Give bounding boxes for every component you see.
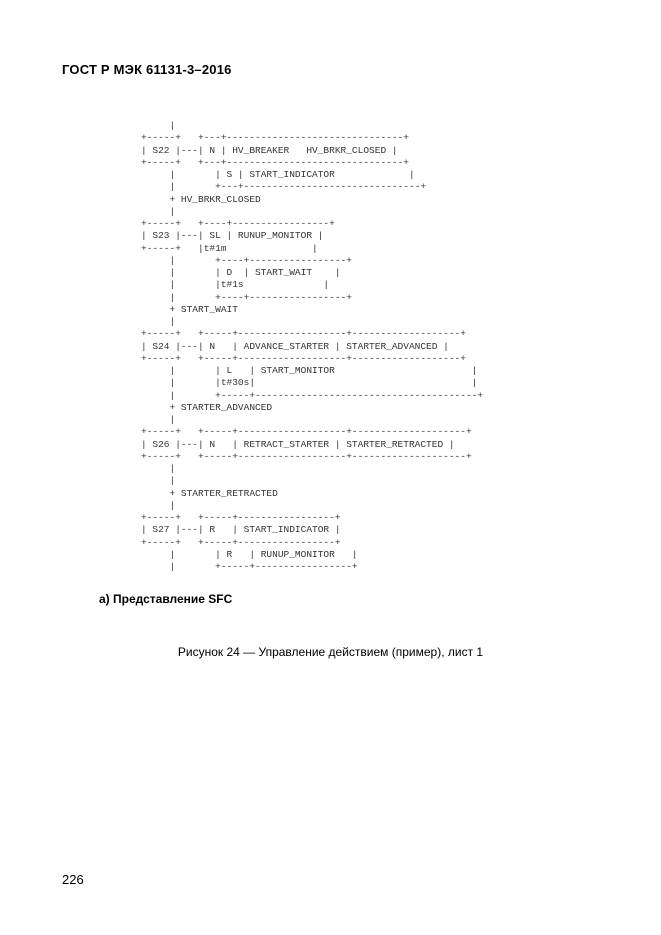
diagram-line: | +----+-----------------+	[141, 254, 352, 266]
diagram-line: | | S | START_INDICATOR |	[141, 169, 415, 180]
diagram-line: +-----+ +-----+-------------------+--------------------+	[141, 450, 472, 462]
diagram-line: +-----+ +-----+-------------------+-------------------+	[141, 328, 466, 340]
diagram-line: +-----+ +-----+-----------------+	[141, 536, 341, 548]
diagram-line: | |t#30s| |	[141, 377, 478, 389]
sfc-diagram	[141, 120, 483, 573]
diagram-line: | |t#1s |	[141, 279, 330, 291]
diagram-line: + STARTER_ADVANCED	[141, 401, 273, 413]
diagram-line: |	[141, 120, 176, 131]
diagram-line: + STARTER_RETRACTED	[141, 487, 278, 499]
diagram-line: |	[141, 475, 176, 487]
diagram-line: | S23 |---| SL | RUNUP_MONITOR |	[141, 230, 324, 242]
diagram-line: | S27 |---| R | START_INDICATOR |	[141, 524, 341, 536]
figure-caption: Рисунок 24 — Управление действием (пример), лист 1	[177, 645, 484, 659]
diagram-line: | | D | START_WAIT |	[141, 267, 341, 278]
diagram-line: | S26 |---| N | RETRACT_STARTER | STARTER_RETRACTED |	[141, 438, 455, 450]
diagram-line: |	[141, 316, 176, 327]
diagram-line: +-----+ |t#1m |	[141, 242, 318, 254]
diagram-line: +-----+ +-----+-------------------+-------------------+	[141, 352, 466, 364]
diagram-line: | | L | START_MONITOR |	[141, 365, 478, 376]
page-number: 226	[62, 872, 84, 887]
diagram-line: | +-----+---------------------------------------+	[141, 389, 484, 401]
figure-subcaption: а) Представление SFC	[99, 592, 233, 606]
diagram-line: | +-----+-----------------+	[141, 561, 358, 572]
diagram-line: | +----+-----------------+	[141, 291, 352, 303]
diagram-line: | S22 |---| N | HV_BREAKER HV_BRKR_CLOSED |	[141, 144, 398, 156]
diagram-line: +-----+ +-----+-----------------+	[141, 512, 341, 523]
document-header: ГОСТ Р МЭК 61131-3–2016	[62, 62, 232, 77]
diagram-line: | +---+-------------------------------+	[141, 181, 427, 193]
diagram-line: +-----+ +---+-------------------------------+	[141, 156, 409, 168]
diagram-line: + HV_BRKR_CLOSED	[141, 193, 261, 205]
diagram-line: |	[141, 499, 176, 511]
diagram-line: | | R | RUNUP_MONITOR |	[141, 548, 358, 560]
diagram-line: |	[141, 463, 176, 474]
diagram-line: | S24 |---| N | ADVANCE_STARTER | STARTER_ADVANCED |	[141, 340, 449, 352]
diagram-line: +-----+ +----+-----------------+	[141, 218, 335, 229]
diagram-line: + START_WAIT	[141, 303, 238, 315]
diagram-line: |	[141, 205, 176, 217]
diagram-line: +-----+ +---+-------------------------------+	[141, 132, 409, 144]
diagram-line: |	[141, 414, 176, 425]
diagram-line: +-----+ +-----+-------------------+--------------------+	[141, 426, 472, 438]
